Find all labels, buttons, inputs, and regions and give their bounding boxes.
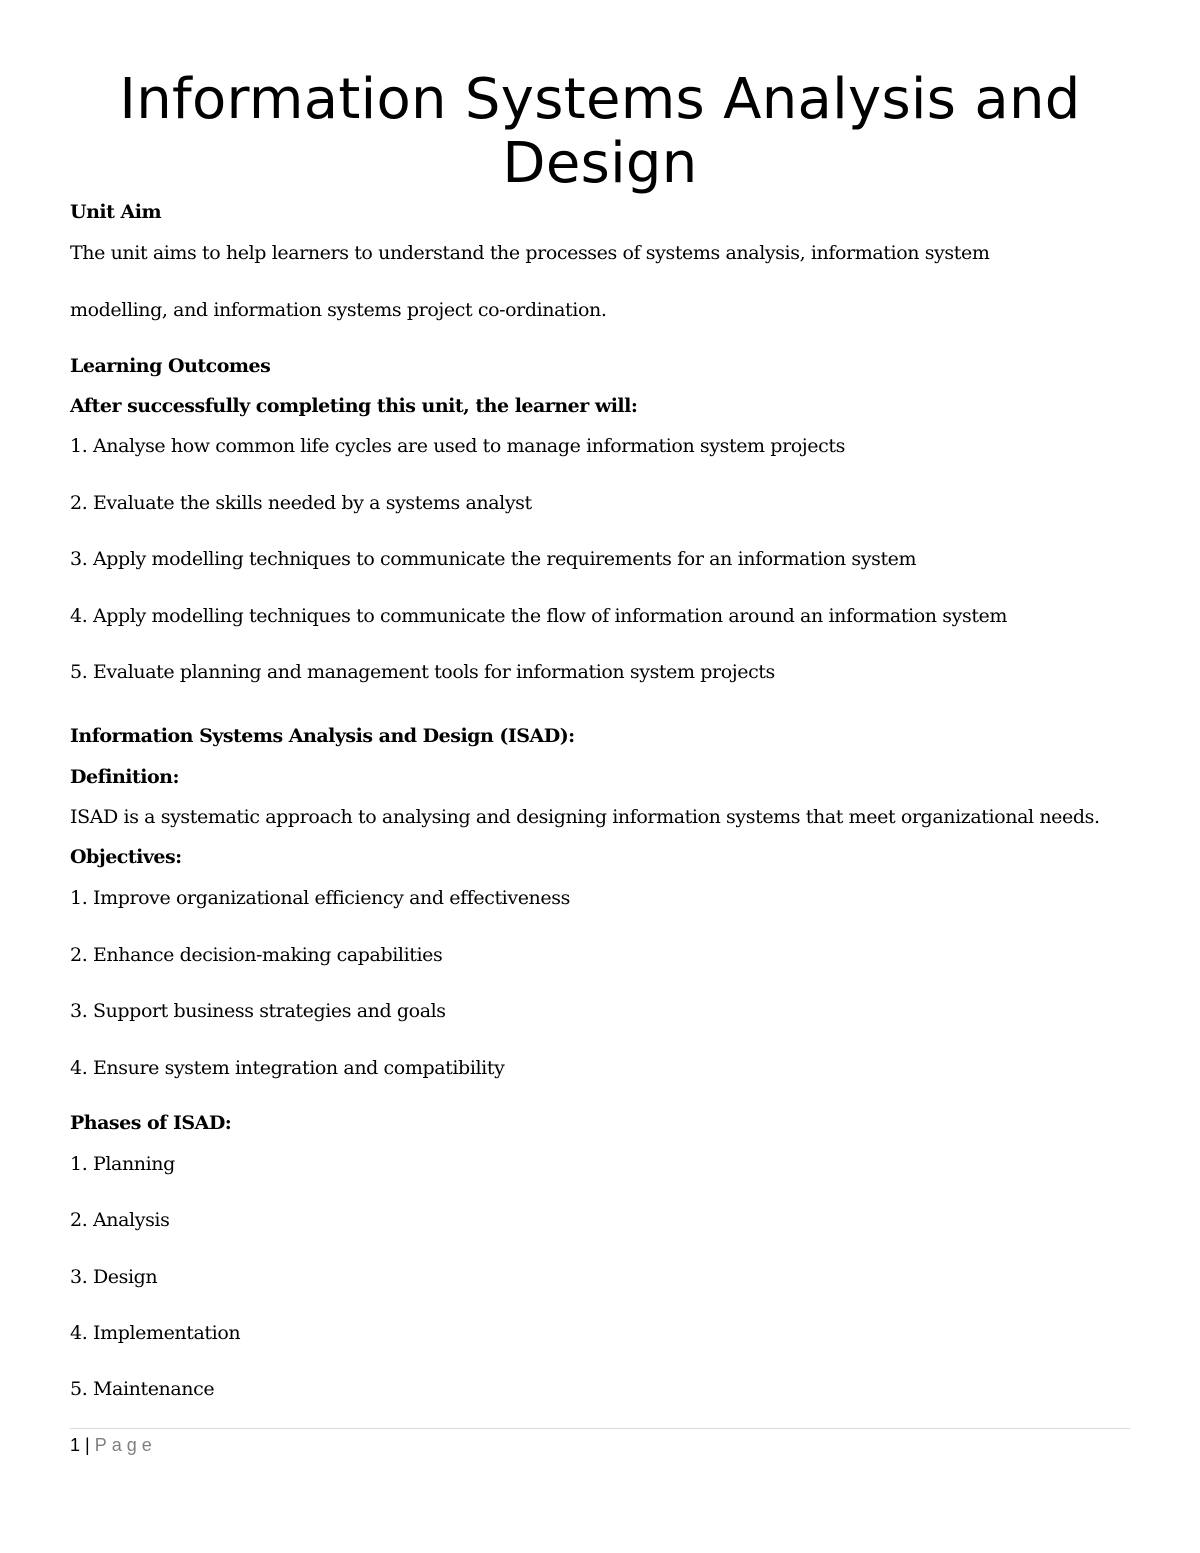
page-number: 1 xyxy=(70,1435,81,1455)
phase-item: 4. Implementation xyxy=(70,1322,241,1344)
learning-outcome-item: 3. Apply modelling techniques to communicate the requirements for an information system xyxy=(70,548,917,570)
phases-heading: Phases of ISAD: xyxy=(70,1112,232,1134)
footer-divider xyxy=(70,1428,1130,1429)
objective-item: 3. Support business strategies and goals xyxy=(70,1000,446,1022)
learning-outcome-item: 5. Evaluate planning and management tools for information system projects xyxy=(70,661,775,683)
learning-outcome-item: 4. Apply modelling techniques to communicate the flow of information around an information system xyxy=(70,605,1008,627)
phase-item: 1. Planning xyxy=(70,1153,175,1175)
phase-item: 2. Analysis xyxy=(70,1209,170,1231)
unit-aim-heading: Unit Aim xyxy=(70,201,162,223)
phase-item: 5. Maintenance xyxy=(70,1378,215,1400)
learning-outcomes-heading: Learning Outcomes xyxy=(70,355,271,377)
phase-item: 3. Design xyxy=(70,1266,158,1288)
page-label: Page xyxy=(94,1435,157,1455)
document-title: Information Systems Analysis and Design xyxy=(119,67,1081,196)
learning-outcomes-intro: After successfully completing this unit, the learner will: xyxy=(70,395,638,417)
unit-aim-text-line-1: The unit aims to help learners to understand the processes of systems analysis, information system xyxy=(70,242,990,264)
objective-item: 1. Improve organizational efficiency and effectiveness xyxy=(70,887,570,909)
definition-heading: Definition: xyxy=(70,766,179,788)
unit-aim-text-line-2: modelling, and information systems project co-ordination. xyxy=(70,299,607,321)
isad-heading: Information Systems Analysis and Design (ISAD): xyxy=(70,725,575,747)
learning-outcome-item: 2. Evaluate the skills needed by a systems analyst xyxy=(70,492,532,514)
page-footer xyxy=(70,1434,157,1456)
footer-separator: | xyxy=(85,1435,90,1455)
objective-item: 4. Ensure system integration and compatibility xyxy=(70,1057,505,1079)
learning-outcome-item: 1. Analyse how common life cycles are used to manage information system projects xyxy=(70,435,845,457)
objective-item: 2. Enhance decision-making capabilities xyxy=(70,944,443,966)
objectives-heading: Objectives: xyxy=(70,846,182,868)
definition-text: ISAD is a systematic approach to analysing and designing information systems that meet organizational needs. xyxy=(70,806,1100,828)
